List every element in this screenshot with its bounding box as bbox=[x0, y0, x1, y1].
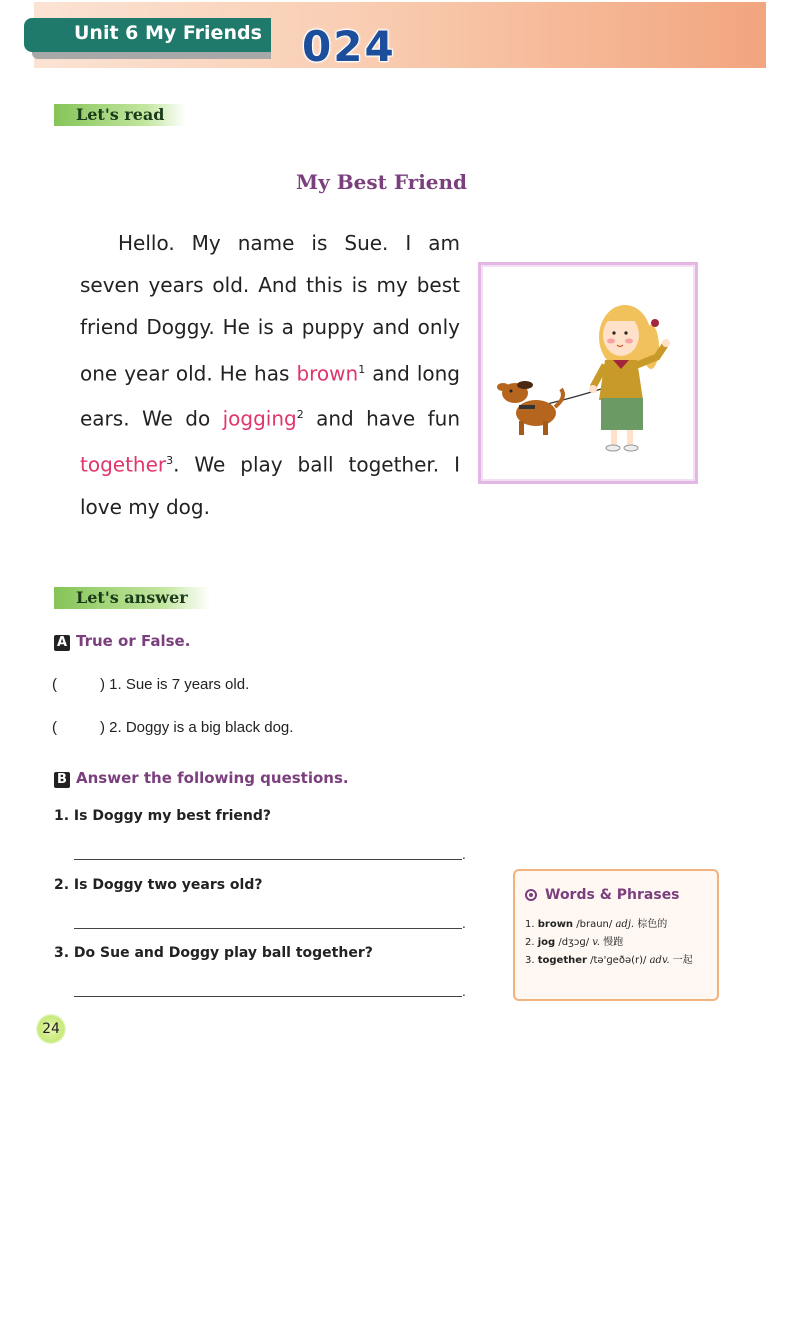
girl-walking-dog-illustration bbox=[481, 265, 695, 481]
true-false-item bbox=[52, 719, 293, 736]
vocab-num: 1. bbox=[525, 919, 535, 930]
story-segment: and have fun bbox=[303, 407, 460, 432]
vocab-num: 3. bbox=[525, 955, 535, 966]
part-b-instruction: Answer the following questions. bbox=[76, 769, 349, 787]
unit-tab bbox=[24, 18, 271, 52]
answer-line-3[interactable] bbox=[74, 995, 462, 997]
lesson-number: 024 bbox=[302, 22, 396, 71]
true-false-text: ) 1. Sue is 7 years old. bbox=[100, 676, 250, 693]
story-text bbox=[80, 222, 460, 528]
vocab-item bbox=[525, 933, 623, 948]
vocab-phonetic: /braun/ bbox=[576, 919, 613, 930]
story-title: My Best Friend bbox=[296, 170, 468, 194]
part-a-letter: A bbox=[54, 635, 70, 651]
vocab-item bbox=[525, 951, 693, 966]
vocab-pos: adj. bbox=[615, 919, 635, 930]
vocab-pos: v. bbox=[592, 937, 600, 948]
story-segment: and long ears. We do bbox=[80, 361, 460, 432]
vocab-pos: adv. bbox=[649, 955, 670, 966]
part-b-letter: B bbox=[54, 772, 70, 788]
answer-period: . bbox=[462, 917, 466, 931]
question-3: 3. Do Sue and Doggy play ball together? bbox=[54, 945, 373, 961]
story-segment: . We play ball together. I love my dog. bbox=[80, 452, 460, 520]
words-phrases-box bbox=[513, 869, 719, 1001]
answer-period: . bbox=[462, 985, 466, 999]
part-b-heading bbox=[54, 769, 349, 788]
vocab-word: brown bbox=[537, 919, 574, 930]
story-segment: Hello. My name is Sue. I am seven years old. And this is my best friend Doggy. He is a puppy and only one year old. He has bbox=[80, 231, 460, 386]
vocab-phonetic: /tə'ɡeðə(r)/ bbox=[590, 955, 647, 966]
footnote-marker: 1 bbox=[358, 362, 366, 376]
target-icon bbox=[525, 889, 537, 901]
vocab-word: jog bbox=[537, 937, 556, 948]
question-1: 1. Is Doggy my best friend? bbox=[54, 808, 272, 824]
page-number: 24 bbox=[36, 1014, 66, 1044]
part-a-instruction: True or False. bbox=[76, 632, 191, 650]
answer-line-2[interactable] bbox=[74, 927, 462, 929]
story-word-together: together bbox=[80, 452, 167, 477]
part-a-heading bbox=[54, 632, 190, 651]
story-illustration bbox=[478, 262, 698, 484]
vocab-meaning: 慢跑 bbox=[603, 937, 624, 948]
vocab-meaning: 一起 bbox=[672, 955, 693, 966]
section-label-read: Let's read bbox=[54, 104, 186, 126]
words-phrases-title bbox=[525, 887, 680, 903]
footnote-marker: 3 bbox=[166, 454, 174, 468]
answer-period: . bbox=[462, 848, 466, 862]
words-phrases-title-text: Words & Phrases bbox=[545, 887, 680, 903]
vocab-word: together bbox=[537, 955, 587, 966]
section-label-answer: Let's answer bbox=[54, 587, 210, 609]
answer-blank[interactable]: ( bbox=[52, 676, 57, 693]
vocab-phonetic: /dʒɔɡ/ bbox=[558, 937, 590, 948]
vocab-item bbox=[525, 915, 667, 930]
true-false-item bbox=[52, 676, 249, 693]
story-word-jogging: jogging bbox=[222, 407, 297, 432]
true-false-text: ) 2. Doggy is a big black dog. bbox=[100, 719, 294, 736]
vocab-num: 2. bbox=[525, 937, 535, 948]
answer-line-1[interactable] bbox=[74, 858, 462, 860]
unit-title: Unit 6 My Friends bbox=[74, 22, 262, 44]
story-word-brown: brown bbox=[296, 361, 359, 386]
footnote-marker: 2 bbox=[296, 408, 304, 422]
question-2: 2. Is Doggy two years old? bbox=[54, 877, 263, 893]
answer-blank[interactable]: ( bbox=[52, 719, 57, 736]
vocab-meaning: 棕色的 bbox=[637, 919, 668, 930]
